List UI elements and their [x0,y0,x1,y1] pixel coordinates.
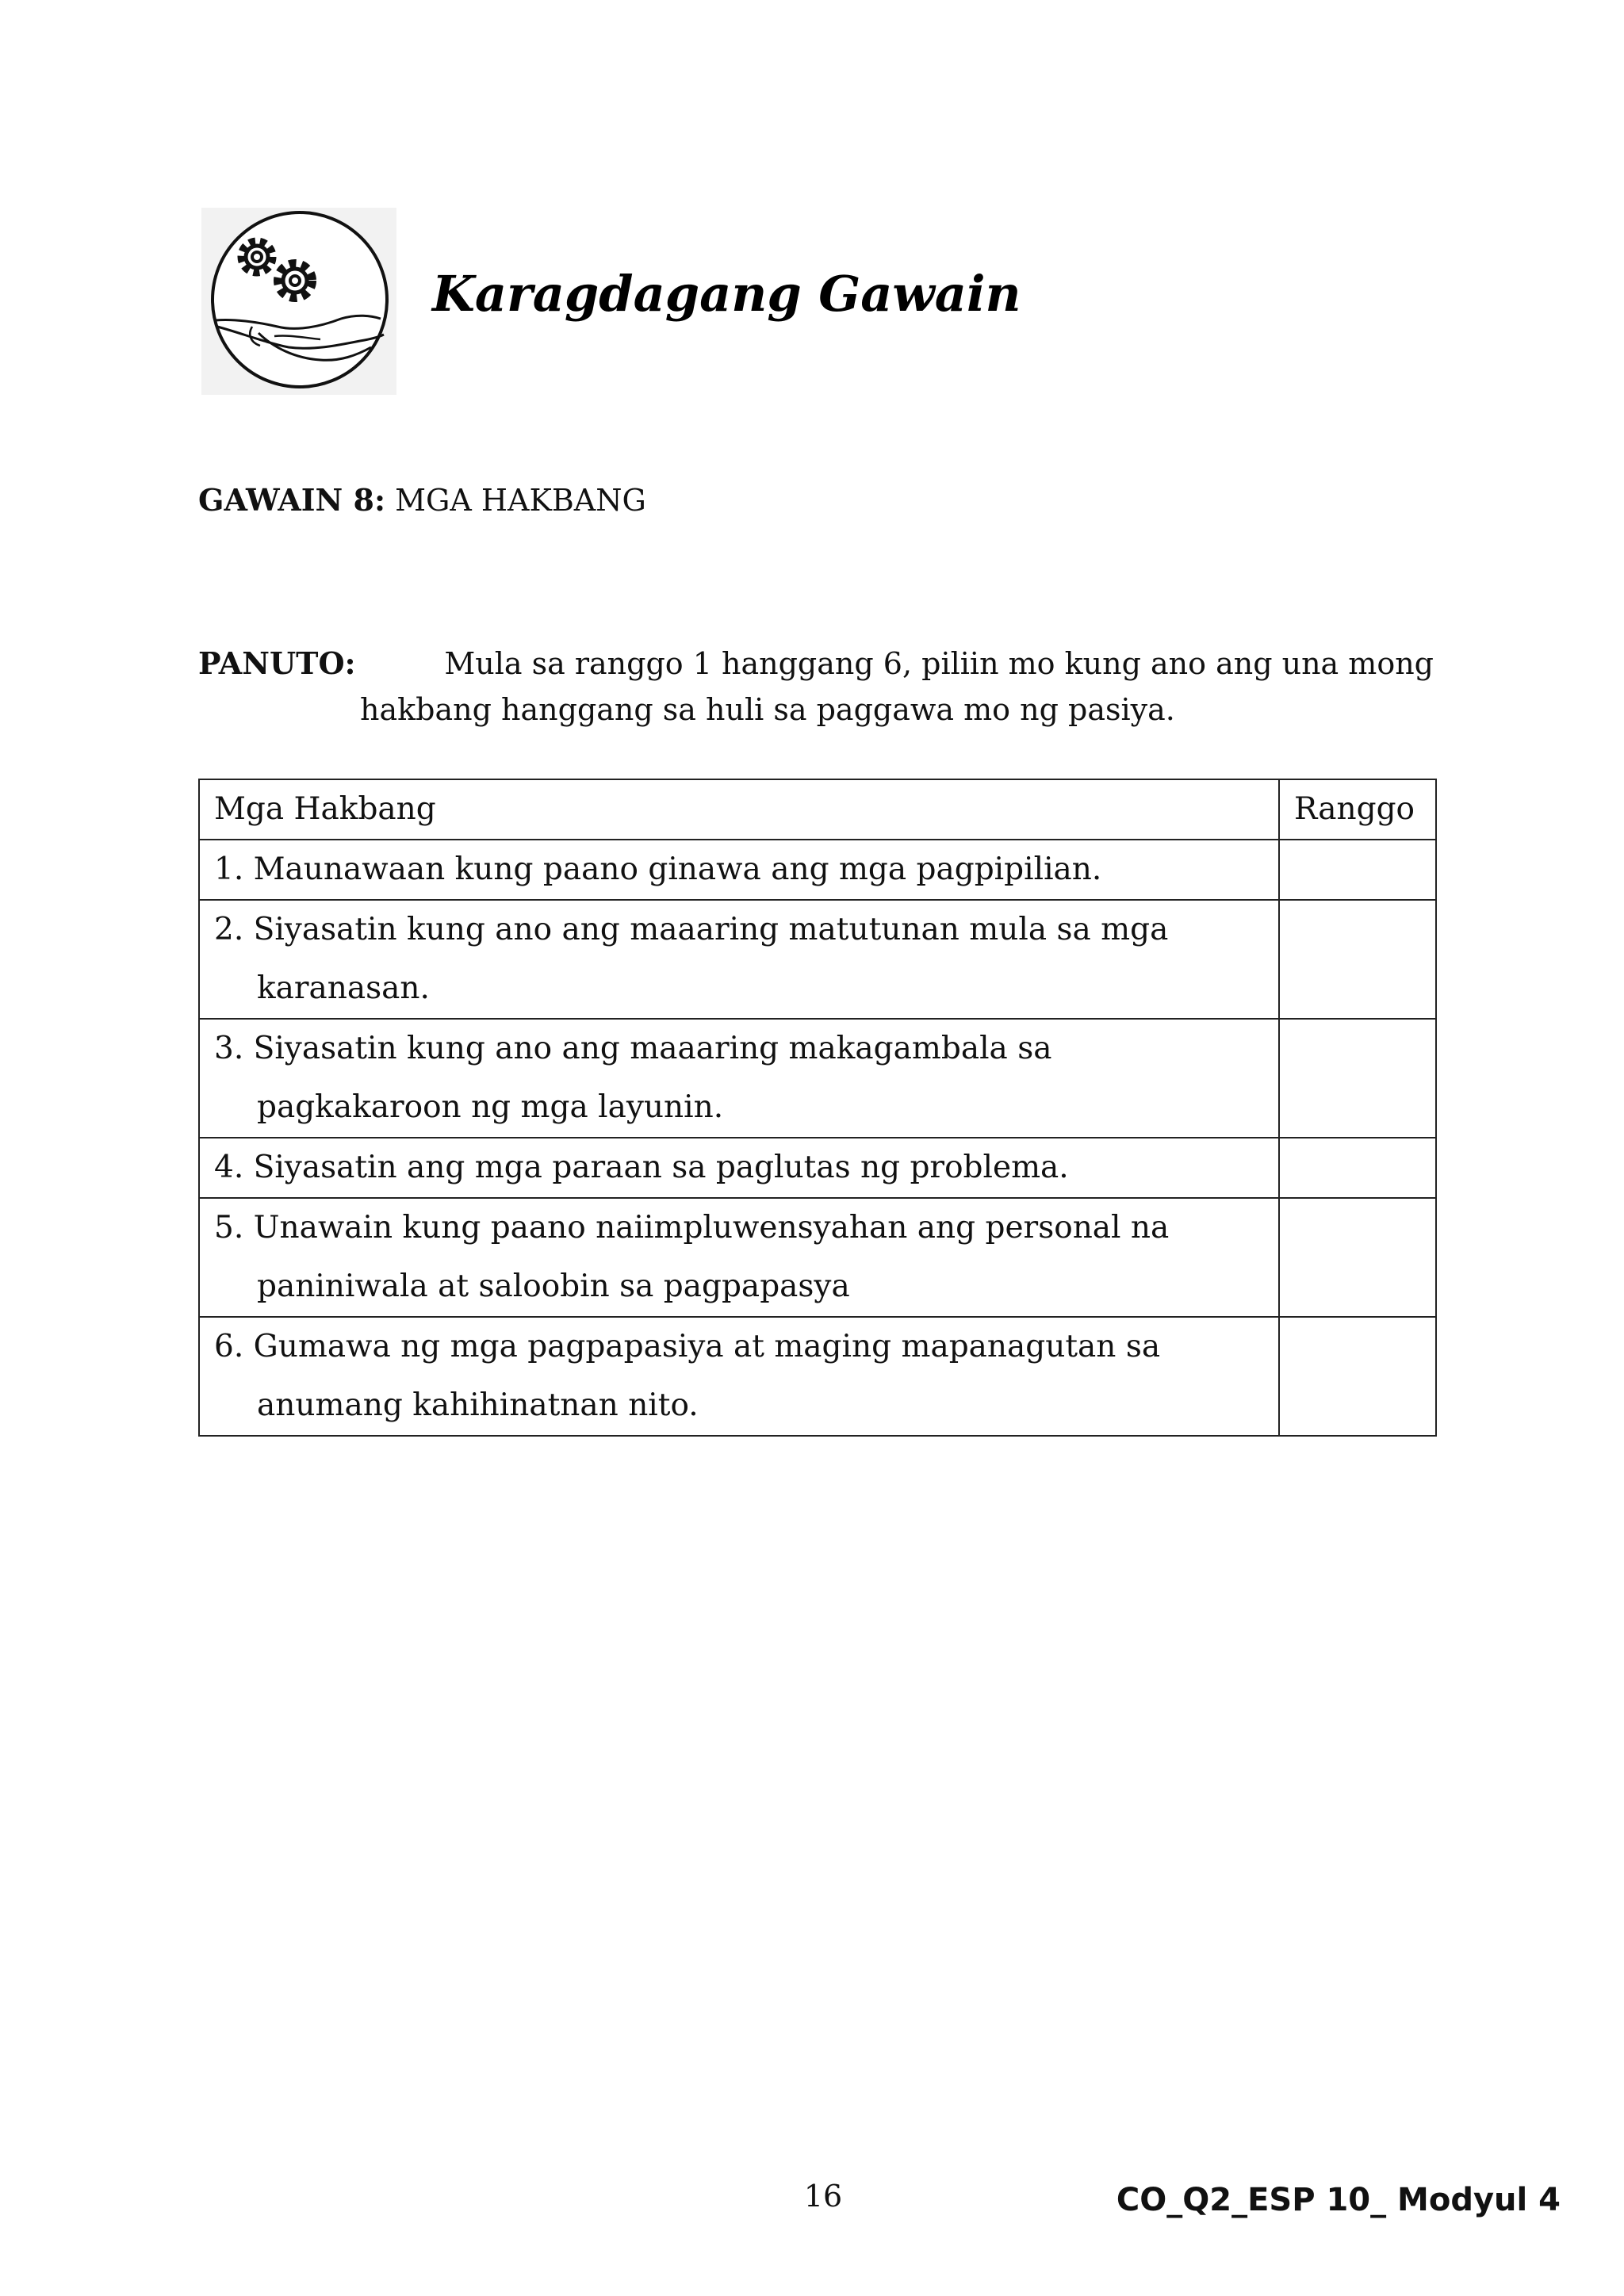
step-text-continued: anumang kahihinatnan nito. [257,1387,699,1423]
step-text: 2. Siyasatin kung ano ang maaaring matutunan mula sa mga [214,912,1169,947]
step-cell [199,840,1279,900]
instructions [198,641,1435,733]
rank-cell[interactable] [1279,1317,1436,1436]
step-text: 4. Siyasatin ang mga paraan sa paglutas ng problema. [214,1150,1069,1185]
instructions-text-1: Mula sa ranggo 1 hanggang 6, piliin mo kung ano ang una mong [444,646,1434,681]
step-text-continued: paniniwala at saloobin sa pagpapasya [257,1269,850,1304]
activity-label: GAWAIN 8: [198,482,385,518]
table-row [199,1138,1436,1198]
header-rank: Ranggo [1279,779,1436,840]
table-row [199,1198,1436,1317]
rank-cell[interactable] [1279,900,1436,1019]
activity-name: MGA HAKBANG [395,483,646,518]
header-steps: Mga Hakbang [199,779,1279,840]
rank-cell[interactable] [1279,1019,1436,1138]
step-cell [199,1019,1279,1138]
step-cell [199,1317,1279,1436]
step-text: 5. Unawain kung paano naiimpluwensyahan ang personal na [214,1210,1170,1246]
activity-heading [198,482,646,518]
rank-cell[interactable] [1279,840,1436,900]
steps-table [198,779,1437,1437]
step-cell [199,1198,1279,1317]
rank-cell[interactable] [1279,1138,1436,1198]
gears-in-hand-icon [201,208,396,395]
table-row [199,1317,1436,1436]
table-row [199,900,1436,1019]
step-text: 1. Maunawaan kung paano ginawa ang mga pagpipilian. [214,851,1102,887]
step-cell [199,900,1279,1019]
page-number: 16 [803,2179,843,2214]
rank-cell[interactable] [1279,1198,1436,1317]
table-header-row [199,779,1436,840]
step-text: 3. Siyasatin kung ano ang maaaring makagambala sa [214,1031,1052,1066]
step-text-continued: karanasan. [257,970,430,1006]
instructions-line-1 [198,641,1434,687]
module-code: CO_Q2_ESP 10_ Modyul 4 [1116,2182,1561,2218]
instructions-line-2: hakbang hanggang sa huli sa paggawa mo ng pasiya. [360,692,1175,727]
step-cell [199,1138,1279,1198]
table-row [199,840,1436,900]
section-title: Karagdagang Gawain [432,265,1021,323]
step-text-continued: pagkakaroon ng mga layunin. [257,1089,724,1125]
step-text: 6. Gumawa ng mga pagpapasiya at maging mapanagutan sa [214,1329,1161,1364]
table-row [199,1019,1436,1138]
instructions-label: PANUTO: [198,645,356,681]
